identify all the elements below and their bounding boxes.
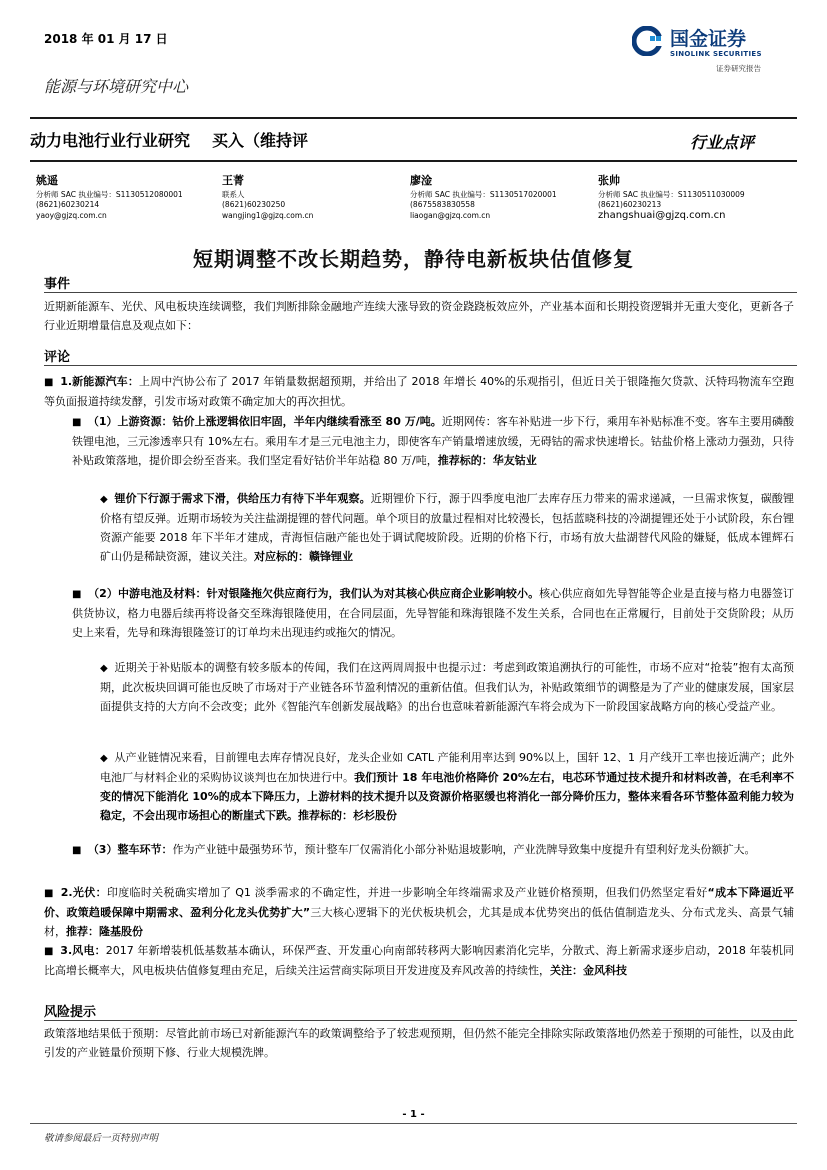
para-text: 核心供应商如先导智能等企业是直接与格力电器签订供货协议，格力电器后续再将设备交至珠海银隆使用，在合同层面，先导智能和珠海银隆不发生关系，合同也在正常履行，目前处于交货阶段；从历史上来看，先导和珠海银隆签订的订单均未出现违约或拖欠的情况。 bbox=[72, 587, 794, 639]
report-date: 2018 年 01 月 17 日 bbox=[44, 32, 168, 46]
section-divider bbox=[44, 365, 797, 366]
research-center: 能源与环境研究中心 bbox=[44, 77, 189, 96]
paragraph-upstream-resources bbox=[72, 412, 794, 470]
para-text: 近期关于补贴版本的调整有较多版本的传闻，我们在这两周周报中也提示过：考虑到政策追溯执行的可能性，市场不应对“抢装”抱有太高预期，此次板块回调可能也反映了市场对于产业链各环节盈利情况的重新估值。但我们认为，补贴政策细节的调整是为了产业的健康发展，国家层面提供支持的大方向不会改变；此外《智能汽车创新发展战略》的出台也意味着新能源汽车将会成为下一阶段国家战略方向的核心受益产业。 bbox=[100, 661, 794, 713]
logo-name-cn: 国金证券 bbox=[670, 28, 747, 50]
author-name: 姚遥 bbox=[36, 174, 58, 187]
report-title-bar bbox=[30, 128, 308, 151]
logo-subtitle: 证券研究报告 bbox=[716, 64, 761, 73]
footer-divider bbox=[30, 1123, 797, 1124]
sinolink-logo-icon bbox=[632, 26, 662, 56]
paragraph-subsidy-policy bbox=[100, 658, 794, 716]
para-recommendation: 推荐标的：华友钴业 bbox=[437, 454, 537, 467]
para-text: 2017 年新增装机低基数基本确认，环保严查、开发重心向南部转移两大影响因素消化完毕，分散式、海上新需求逐步启动，2018 年装机同比高增长概率大，风电板块估值修复理由充足，后续关注运营商实际项目开发进度及弃风改善的持续性， bbox=[44, 944, 794, 977]
square-bullet-icon: ■ bbox=[44, 377, 61, 388]
report-type: 行业点评 bbox=[690, 133, 755, 152]
paragraph-vehicle-assembly bbox=[72, 840, 794, 860]
risk-paragraph: 政策落地结果低于预期：尽管此前市场已对新能源汽车的政策调整给予了较悲观预期，但仍然不能完全排除实际政策落地仍然差于预期的可能性，以及由此引发的产业链量价预期下修、行业大规模洗牌。 bbox=[44, 1027, 794, 1059]
author-sac: 分析师 SAC 执业编号：S1130511030009 bbox=[598, 189, 745, 199]
author-email[interactable]: liaogan@gjzq.com.cn bbox=[410, 210, 491, 220]
section-heading-comment: 评论 bbox=[44, 350, 71, 365]
industry-title: 动力电池行业行业研究 bbox=[30, 131, 191, 150]
para-recommendation: 推荐：隆基股份 bbox=[66, 925, 143, 938]
paragraph-wind-power bbox=[44, 941, 794, 980]
author-card bbox=[222, 176, 313, 221]
author-email[interactable]: yaoy@gjzq.com.cn bbox=[36, 210, 107, 220]
author-email[interactable]: zhangshuai@gjzq.com.cn bbox=[598, 209, 726, 221]
author-card bbox=[410, 176, 557, 221]
paragraph-lithium-price bbox=[100, 489, 794, 566]
para-lead: 2.光伏： bbox=[60, 886, 107, 899]
author-sac: 分析师 SAC 执业编号：S1130512080001 bbox=[36, 189, 183, 199]
title-divider bbox=[30, 160, 797, 162]
para-text: 作为产业链中最强势环节，预计整车厂仅需消化小部分补贴退坡影响，产业洗牌导致集中度提升有望利好龙头份额扩大。 bbox=[172, 843, 756, 856]
section-divider bbox=[44, 1020, 797, 1021]
square-bullet-icon: ■ bbox=[72, 589, 89, 600]
event-paragraph: 近期新能源车、光伏、风电板块连续调整，我们判断排除金融地产连续大涨导致的资金跷跷板效应外，产业基本面和长期投资逻辑并无重大变化，更新各子行业近期增量信息及观点如下： bbox=[44, 300, 794, 332]
para-lead: （3）整车环节： bbox=[87, 843, 173, 856]
paragraph-new-energy-vehicles bbox=[44, 372, 794, 411]
author-card bbox=[36, 176, 183, 221]
para-text: 印度临时关税确实增加了 Q1 淡季需求的不确定性，并进一步影响全年终端需求及产业链价格预期，但我们仍然坚定看好 bbox=[106, 886, 708, 899]
author-email[interactable]: wangjing1@gjzq.com.cn bbox=[222, 210, 314, 220]
paragraph-midstream bbox=[72, 584, 794, 642]
author-phone: (8621)60230250 bbox=[222, 200, 286, 209]
para-recommendation: 对应标的：赣锋锂业 bbox=[254, 550, 353, 563]
author-sac: 分析师 SAC 执业编号：S1130517020001 bbox=[410, 189, 557, 199]
paragraph-industry-chain bbox=[100, 748, 794, 825]
para-text: 近期锂价下行，源于四季度电池厂去库存压力带来的需求递减，一旦需求恢复，碳酸锂价格有望反弹。近期市场较为关注盐湖提锂的替代问题。单个项目的放量过程相对比较漫长，包括蓝晓科技的冷湖提锂还处于小试阶段，东台锂资源产能要 2018 年下半年才建成，青海恒信融产能也处于调试爬坡阶段。近期的价格下行，市场有放大盐湖替代风险的嫌疑，低成本锂辉石矿山仍是稀缺资源，建议关注。 bbox=[100, 492, 794, 563]
para-lead: （2）中游电池及材料：针对银隆拖欠供应商行为，我们认为对其核心供应商企业影响较小。 bbox=[88, 587, 540, 600]
square-bullet-icon: ■ bbox=[44, 888, 61, 899]
author-card bbox=[598, 176, 745, 221]
section-heading-risk: 风险提示 bbox=[44, 1005, 97, 1020]
diamond-bullet-icon: ◆ bbox=[100, 494, 115, 505]
para-lead: （1）上游资源：钴价上涨逻辑依旧牢固，半年内继续看涨至 80 万/吨。 bbox=[87, 415, 442, 428]
para-text: 三大核心逻辑下的光伏板块机会，尤其是成本优势突出的低估值制造龙头、分布式龙头、高景气辅材， bbox=[44, 906, 794, 938]
section-heading-event: 事件 bbox=[44, 277, 71, 292]
author-name: 廖淦 bbox=[410, 174, 432, 187]
para-lead: 1.新能源汽车： bbox=[60, 375, 139, 388]
logo-name-en: SINOLINK SECURITIES bbox=[670, 50, 762, 58]
para-recommendation: 关注：金风科技 bbox=[550, 964, 627, 977]
author-name: 王菁 bbox=[222, 174, 244, 187]
square-bullet-icon: ■ bbox=[72, 417, 88, 428]
author-role: 联系人 bbox=[222, 189, 245, 199]
author-phone: (8621)60230214 bbox=[36, 200, 100, 209]
author-phone: (8621)60230213 bbox=[598, 200, 662, 209]
rating: 买入（维持评 bbox=[212, 131, 309, 150]
page-number: - 1 - bbox=[402, 1109, 425, 1120]
square-bullet-icon: ■ bbox=[72, 845, 88, 856]
author-name: 张帅 bbox=[598, 174, 620, 187]
para-lead: 锂价下行源于需求下滑，供给压力有待下半年观察。 bbox=[114, 492, 371, 505]
para-text: 近期网传：客车补贴进一步下行，乘用车补贴标准不变。客车主要用磷酸铁锂电池，三元渗透率只有 10%左右。乘用车才是三元电池主力，即使客车产销量增速放缓，无碍钴的需求快速增长。钴盐价格上涨动力强劲，只待补贴政策落地，提价即会纷至沓来。我们坚定看好钴价半年站稳 80 万/吨， bbox=[72, 415, 795, 467]
para-lead: 3.风电： bbox=[60, 944, 106, 957]
para-text: 从产业链情况来看，目前锂电去库存情况良好，龙头企业如 CATL 产能利用率达到 90%以上，国轩 12、1 月产线开工率也接近满产；此外电池厂与材料企业的采购协议谈判也在加快进行中。 bbox=[100, 751, 794, 784]
para-conclusion: 我们预计 18 年电池价格降价 20%左右，电芯环节通过技术提升和材料改善，在毛利率不变的情况下能消化 10%的成本下降压力，上游材料的技术提升以及资源价格驱缓也将消化一部分降价压力，整体来看各环节整体盈利能力较为稳定，不会出现市场担心的断崖式下跌。推荐标的：杉杉股份 bbox=[100, 771, 795, 822]
para-emphasis: “成本下降逼近平价、政策趋暖保障中期需求、盈利分化龙头优势扩大” bbox=[44, 886, 795, 919]
diamond-bullet-icon: ◆ bbox=[100, 753, 115, 764]
square-bullet-icon: ■ bbox=[44, 946, 61, 957]
diamond-bullet-icon: ◆ bbox=[100, 663, 115, 674]
header-divider bbox=[30, 117, 797, 119]
para-text: 上周中汽协公布了 2017 年销量数据超预期，并给出了 2018 年增长 40%的乐观指引，但近日关于银隆拖欠贷款、沃特玛物流车空跑等负面报道持续发酵，引发市场对政策不确定加大的再次担忧。 bbox=[44, 375, 794, 408]
paragraph-photovoltaic bbox=[44, 883, 794, 941]
main-title: 短期调整不改长期趋势，静待电新板块估值修复 bbox=[193, 247, 634, 271]
disclaimer-note: 敬请参阅最后一页特别声明 bbox=[44, 1133, 159, 1144]
section-divider bbox=[44, 292, 797, 293]
author-phone: (8675583830558 bbox=[410, 200, 475, 209]
